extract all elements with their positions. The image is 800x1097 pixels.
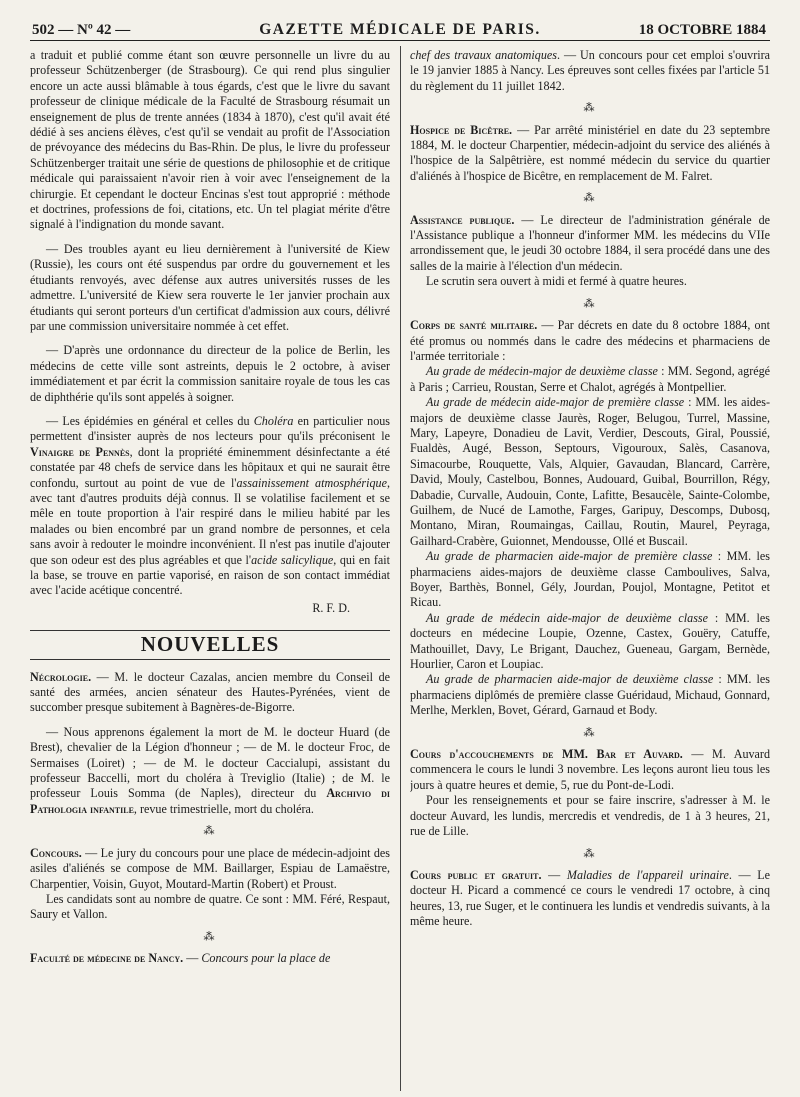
assistance-paragraph bbox=[410, 213, 770, 275]
cours-public-paragraph bbox=[410, 868, 770, 930]
accouchements-paragraph bbox=[410, 747, 770, 793]
deaths-paragraph bbox=[30, 725, 390, 817]
italic-run: Maladies de l'appareil urinaire bbox=[566, 867, 729, 882]
grade-paragraph bbox=[410, 395, 770, 549]
asterism: ⁂ bbox=[203, 930, 217, 943]
grade-paragraph bbox=[410, 611, 770, 673]
text-run: : MM. les pharmaciens diplômés de première classe Guéridaud, Michaud, Gonnard, Merlhe, Merklen, Bovet, Gérard, Garnaud et Body. bbox=[410, 672, 770, 718]
vinaigre-paragraph bbox=[30, 414, 390, 599]
concours-paragraph bbox=[30, 846, 390, 892]
text-run: — Nous apprenons également la mort de M. le docteur Huard (de Brest), chevalier de la Légion d'honneur ; — de M. le docteur Froc, de Sermaises (Loiret) ; — de M. le docteur Caccialupi, assistant du professeur Baccelli, mort du choléra à Treviglio (Italie) ; de M. le professeur Louis Somma (de Naples), directeur du bbox=[30, 724, 390, 801]
grade-label: Au grade de pharmacien aide-major de deuxième classe bbox=[426, 672, 714, 687]
asterism: ⁂ bbox=[583, 192, 597, 205]
page-header bbox=[30, 18, 770, 41]
rubric-label: Hospice de Bicêtre. bbox=[410, 122, 513, 137]
text-run: — M. Auvard commencera le cours le lundi 3 novembre. Les leçons auront lieu tous les jours à quatre heures et demie, 5, rue du Pont-de-Lodi. bbox=[410, 747, 770, 792]
italic-run: Choléra bbox=[253, 413, 294, 428]
rubric-label: Cours public et gratuit. bbox=[410, 867, 542, 882]
grade-label: Au grade de médecin-major de deuxième classe bbox=[426, 364, 658, 379]
text-run: — Le directeur de l'administration générale de l'Assistance publique a l'honneur d'informer MM. les médecins du VIIe arrondissement que, le jeudi 30 octobre 1884, il sera procédé dans une des salles de la mairie à l'élection d'un médecin. bbox=[410, 212, 770, 273]
grade-label: Au grade de médecin aide-major de première classe bbox=[426, 395, 685, 410]
grade-paragraph bbox=[410, 364, 770, 395]
text-run: — Les épidémies en général et celles du bbox=[46, 413, 254, 428]
text-run: : MM. les pharmaciens aides-majors de deuxième classe Camboulives, Salva, Boyer, Barthès, Bonnel, Gély, Jourdan, Poujol, Montagne, Petitot et Ricau. bbox=[410, 549, 770, 610]
text-run: : MM. les aides-majors de deuxième classe Jaurès, Roger, Belugou, Turrel, Massine, Mary, Lapeyre, Donadieu de Lavit, Verdier, Descouts, Giral, Poussié, Fualdès, Augé, Besson, Septours, Vigouroux, Salès, Casanova, Simacourbe, Rouquette, Vals, Alquier, Gavaudan, Blancard, Carrère, David, Mouly, Castelbou, Bonnes, Audouard, Guibal, Bourrillon, Régy, Dabadie, Curvalle, Audouin, Conte, Lafitte, Besaucèle, Sainte-Colombe, Guilhem, de Nucé de Lamothe, Farges, Garipuy, Descomps, Dubosq, Montano, Miran, Roumaingas, Caillau, Routin, Maurel, Peyraga, Gailhard-Crabère, Guionnet, Mendousse, Ollé et Buscail. bbox=[410, 395, 770, 548]
text-run: . — Le docteur H. Picard a commencé ce cours le vendredi 17 octobre, à cinq heures, 13, rue Suger, et le continuera les lundis et vendredis suivants, à la même heure. bbox=[410, 867, 770, 929]
text-run: , revue trimestrielle, mort du choléra. bbox=[133, 801, 314, 816]
text-run: : MM. Segond, agrégé à Paris ; Carrieu, Roustan, Serre et Chalot, agrégés à Montpellier. bbox=[410, 364, 770, 394]
left-column bbox=[30, 48, 390, 1088]
nancy-continuation bbox=[410, 48, 770, 94]
asterism: ⁂ bbox=[583, 847, 597, 860]
candidats-paragraph: Les candidats sont au nombre de quatre. Ce sont : MM. Féré, Respaut, Saury et Vallon. bbox=[30, 891, 390, 922]
text-run: — bbox=[541, 867, 567, 882]
page-number: 502 — Nº 42 — bbox=[32, 22, 131, 38]
rubric-label: Corps de santé militaire. bbox=[410, 318, 538, 333]
rubric-label: Faculté de médecine de Nancy. bbox=[30, 951, 184, 966]
text-run: , qui en fait la base, se trouve en partie vaporisé, en raison de son contact immédiat avec l'acide acétique concentré. bbox=[30, 552, 390, 598]
rubric-label: Cours d'accouchements de MM. Bar et Auvard. bbox=[410, 747, 683, 762]
product-name: Vinaigre de Pennès bbox=[30, 444, 130, 459]
journal-name: Archivio di Pathologia infantile bbox=[30, 786, 390, 816]
text-run: , dont la propriété éminemment désinfectante a été constatée par 48 chefs de service dans les hôpitaux et qui ne saurait être confondu, surtout au point de vue de l' bbox=[30, 444, 390, 490]
grade-paragraph bbox=[410, 549, 770, 611]
asterism: ⁂ bbox=[583, 297, 597, 310]
signature: R. F. D. bbox=[312, 600, 350, 615]
grade-paragraph bbox=[410, 672, 770, 718]
kiew-paragraph: — Des troubles ayant eu lieu dernièrement à l'université de Kiew (Russie), les cours ont été suspendus par ordre du gouvernement et les étudiants renvoyés, avec défense aux autres universités russes de les admettre. L'université de Kiew sera rouverte le 1er janvier prochain aux étudiants qui seront porteurs d'un certificat d'admission aux cours, délivré par une commission universitaire nommée à cet effet. bbox=[30, 241, 390, 333]
rubric-label: Nécrologie. bbox=[30, 669, 92, 684]
text-run: — bbox=[183, 951, 202, 966]
text-run: , avec tant d'autres produits déjà connus. Il se volatilise facilement et se mêle en toute proportion à l'air respiré dans le milieu habité par les malades ou bien encombré par un grand nombre de personnes, et cela sans avoir à redouter le moindre inconvénient. Il n'est pas inutile d'ajouter que son odeur est des plus agréables et que l' bbox=[30, 475, 390, 567]
necrologie-paragraph bbox=[30, 670, 390, 716]
text-run: — Le jury du concours pour une place de médecin-adjoint des asiles d'aliénés se compose de MM. Baillarger, Espiau de Lamaëstre, Charpentier, Voisin, Guyot, Moutard-Martin (Robert) et Proust. bbox=[30, 845, 390, 891]
grade-label: Au grade de pharmacien aide-major de première classe bbox=[426, 549, 713, 564]
text-run: : MM. les docteurs en médecine Loupie, Ozenne, Castex, Gouëry, Catuffe, Mathouillet, Davy, Le Brigant, Dauchez, Gueneau, Gargam, Bernède, Hourlier, Caron et Loupiac. bbox=[410, 610, 770, 672]
asterism: ⁂ bbox=[583, 102, 597, 115]
issue-date: 18 OCTOBRE 1884 bbox=[638, 22, 766, 38]
text-run: en particulier nous permettent d'insister auprès de nos lecteurs pour qu'ils préconisent le bbox=[30, 413, 390, 444]
text-run: . — Un concours pour cet emploi s'ouvrira le 19 janvier 1885 à Nancy. Les épreuves sont celles fixées par l'article 51 du règlement du 11 juillet 1842. bbox=[410, 48, 770, 93]
italic-run: chef des travaux anatomiques bbox=[410, 48, 557, 62]
bicetre-paragraph bbox=[410, 123, 770, 185]
text-run: — M. le docteur Cazalas, ancien membre du Conseil de santé des armées, ancien sénateur des Hautes-Pyrénées, vient de succomber presque subitement à Bagnères-de-Bigorre. bbox=[30, 669, 390, 715]
plagiarism-paragraph: a traduit et publié comme étant son œuvre personnelle un livre du au professeur Schützenberger (de Strasbourg). Ce qui rend plus singulier encore un acte aussi blâmable à tous égards, c'est que le livre du savant professeur de clinique médicale de la Faculté de Strasbourg résumait un enseignement de plus de trente années (1834 à 1870), c'est qu'il avait été dédié à ses anciens élèves, c'est qu'il se vendait au profit de l'Association de prévoyance des médecins du Bas-Rhin. De plus, le livre du professeur Schützenberger traitait une série de questions de philosophie et de critique médicale qui paraissaient n'avoir rien à voir avec l'enseignement de la chirurgie. Et cependant le docteur Encinas s'est tout approprié : méthode et doctrines, professions de foi, citations, etc. Un tel plagiat mérite d'être signalé à l'indignation du monde savant. bbox=[30, 48, 390, 232]
journal-title: GAZETTE MÉDICALE DE PARIS. bbox=[259, 21, 541, 38]
italic-run: Concours pour la place de bbox=[201, 951, 331, 966]
italic-run: acide salicylique bbox=[251, 552, 334, 567]
grade-label: Au grade de médecin aide-major de deuxième classe bbox=[426, 610, 708, 625]
corps-paragraph bbox=[410, 318, 770, 364]
right-column bbox=[410, 48, 770, 1088]
text-run: — Par arrêté ministériel en date du 23 septembre 1884, M. le docteur Charpentier, médecin-adjoint du service des aliénés à l'hospice de la Salpêtrière, est nommé médecin du service du quartier d'aliénés à l'hospice de Bicêtre, en remplacement de M. Falret. bbox=[410, 122, 770, 183]
berlin-paragraph: — D'après une ordonnance du directeur de la police de Berlin, les médecins de cette ville sont astreints, depuis le 2 octobre, à aviser immédiatement et par écrit la commission sanitaire royale de tous les cas de diphthérie qu'ils sont appelés à soigner. bbox=[30, 343, 390, 404]
nancy-paragraph bbox=[30, 951, 390, 966]
renseignements-paragraph: Pour les renseignements et pour se faire inscrire, s'adresser à M. le docteur Auvard, les lundis, mercredis et vendredis, de 1 à 3 heures, 21, rue de Lille. bbox=[410, 793, 770, 839]
rubric-label: Assistance publique. bbox=[410, 212, 515, 227]
scrutin-paragraph: Le scrutin sera ouvert à midi et fermé à quatre heures. bbox=[426, 274, 687, 289]
rubric-label: Concours. bbox=[30, 845, 82, 860]
text-run: — Par décrets en date du 8 octobre 1884, ont été promus ou nommés dans le cadre des médecins et pharmaciens de l'armée territoriale : bbox=[410, 318, 770, 363]
asterism: ⁂ bbox=[203, 825, 217, 838]
italic-run: assainissement atmosphérique bbox=[236, 475, 387, 490]
asterism: ⁂ bbox=[583, 726, 597, 739]
section-title: NOUVELLES bbox=[30, 630, 390, 659]
column-divider bbox=[400, 46, 401, 1091]
